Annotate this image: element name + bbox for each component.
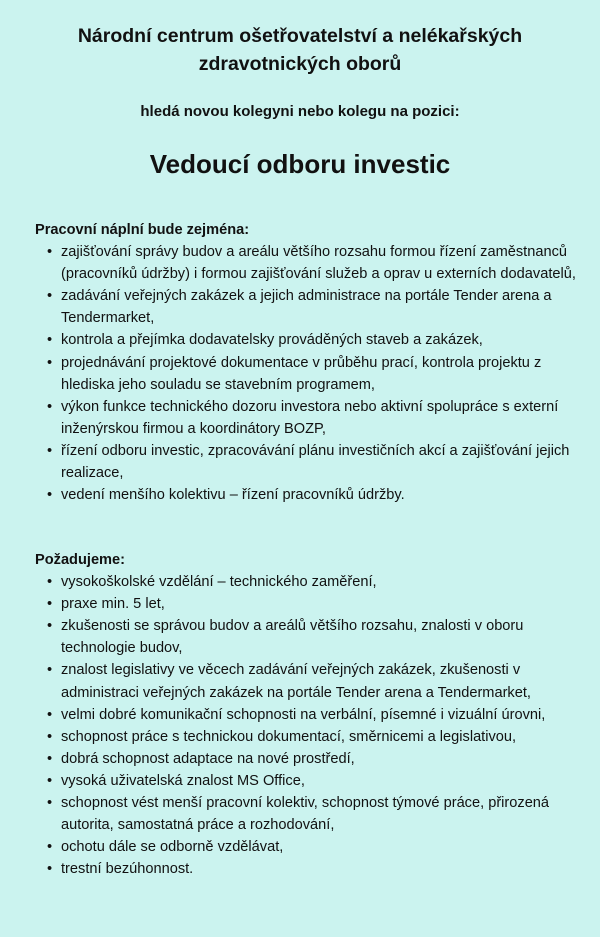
bullet-icon: • <box>47 442 53 459</box>
list-item-text: zajišťování správy budov a areálu většího rozsahu formou řízení zaměstnanců (pracovníků údržby) i formou zajišťování služeb a oprav u externích dodavatelů, <box>61 244 576 283</box>
list-item <box>47 593 580 615</box>
duties-section <box>35 219 580 506</box>
bullet-icon: • <box>47 728 53 745</box>
list-item <box>47 352 580 396</box>
bullet-icon: • <box>47 574 53 591</box>
organization-title: Národní centrum ošetřovatelství a nelékařských zdravotnických oborů <box>77 25 523 75</box>
list-item <box>47 615 580 659</box>
list-item <box>47 704 580 726</box>
list-item-text: dobrá schopnost adaptace na nové prostředí, <box>61 750 355 767</box>
requirements-list <box>35 571 580 880</box>
list-item-text: velmi dobré komunikační schopnosti na verbální, písemné i vizuální úrovni, <box>61 706 546 723</box>
list-item-text: vysoká uživatelská znalost MS Office, <box>61 772 305 789</box>
list-item <box>47 241 580 285</box>
requirements-section <box>35 549 580 880</box>
bullet-icon: • <box>47 487 53 504</box>
posting-subtitle: hledá novou kolegyni nebo kolegu na pozici: <box>140 103 460 120</box>
bullet-icon: • <box>47 398 53 415</box>
bullet-icon: • <box>47 332 53 349</box>
bullet-icon: • <box>47 288 53 305</box>
list-item <box>47 770 580 792</box>
list-item <box>47 792 580 836</box>
bullet-icon: • <box>47 861 53 878</box>
list-item <box>47 748 580 770</box>
list-item <box>47 329 580 351</box>
list-item-text: zkušenosti se správou budov a areálů většího rozsahu, znalosti v oboru technologie budov, <box>61 618 524 657</box>
list-item-text: praxe min. 5 let, <box>61 596 165 613</box>
duties-list <box>35 241 580 506</box>
list-item-text: vysokoškolské vzdělání – technického zaměření, <box>61 574 377 591</box>
bullet-icon: • <box>47 750 53 767</box>
list-item <box>47 659 580 703</box>
bullet-icon: • <box>47 706 53 723</box>
bullet-icon: • <box>47 795 53 812</box>
list-item <box>47 440 580 484</box>
list-item-text: ochotu dále se odborně vzdělávat, <box>61 839 284 856</box>
duties-heading: Pracovní náplní bude zejména: <box>35 222 250 238</box>
list-item-text: vedení menšího kolektivu – řízení pracovníků údržby. <box>61 487 405 504</box>
bullet-icon: • <box>47 244 53 261</box>
list-item-text: výkon funkce technického dozoru investora nebo aktivní spolupráce s externí inženýrskou firmou a koordinátory BOZP, <box>61 398 559 437</box>
bullet-icon: • <box>47 662 53 679</box>
list-item-text: projednávání projektové dokumentace v průběhu prací, kontrola projektu z hlediska jeho souladu se stavebním programem, <box>61 354 542 393</box>
list-item-text: schopnost vést menší pracovní kolektiv, schopnost týmové práce, přirozená autorita, samostatná práce a rozhodování, <box>61 795 550 834</box>
list-item-text: schopnost práce s technickou dokumentací, směrnicemi a legislativou, <box>61 728 517 745</box>
position-title: Vedoucí odboru investic <box>149 149 451 179</box>
list-item <box>47 285 580 329</box>
bullet-icon: • <box>47 596 53 613</box>
bullet-icon: • <box>47 354 53 371</box>
bullet-icon: • <box>47 772 53 789</box>
list-item <box>47 726 580 748</box>
list-item <box>47 571 580 593</box>
list-item-text: řízení odboru investic, zpracovávání plánu investičních akcí a zajišťování jejich realizace, <box>61 442 570 482</box>
list-item <box>47 858 580 880</box>
list-item-text: kontrola a přejímka dodavatelsky prováděných staveb a zakázek, <box>61 332 483 349</box>
bullet-icon: • <box>47 618 53 635</box>
list-item <box>47 484 580 506</box>
list-item <box>47 836 580 858</box>
list-item <box>47 396 580 440</box>
list-item-text: zadávání veřejných zakázek a jejich administrace na portále Tender arena a Tendermarket, <box>61 288 552 327</box>
list-item-text: trestní bezúhonnost. <box>61 861 194 878</box>
bullet-icon: • <box>47 839 53 856</box>
requirements-heading: Požadujeme: <box>35 552 126 568</box>
list-item-text: znalost legislativy ve věcech zadávání veřejných zakázek, zkušenosti v administraci veřejných zakázek na portále Tender arena a Tendermarket, <box>61 662 531 701</box>
